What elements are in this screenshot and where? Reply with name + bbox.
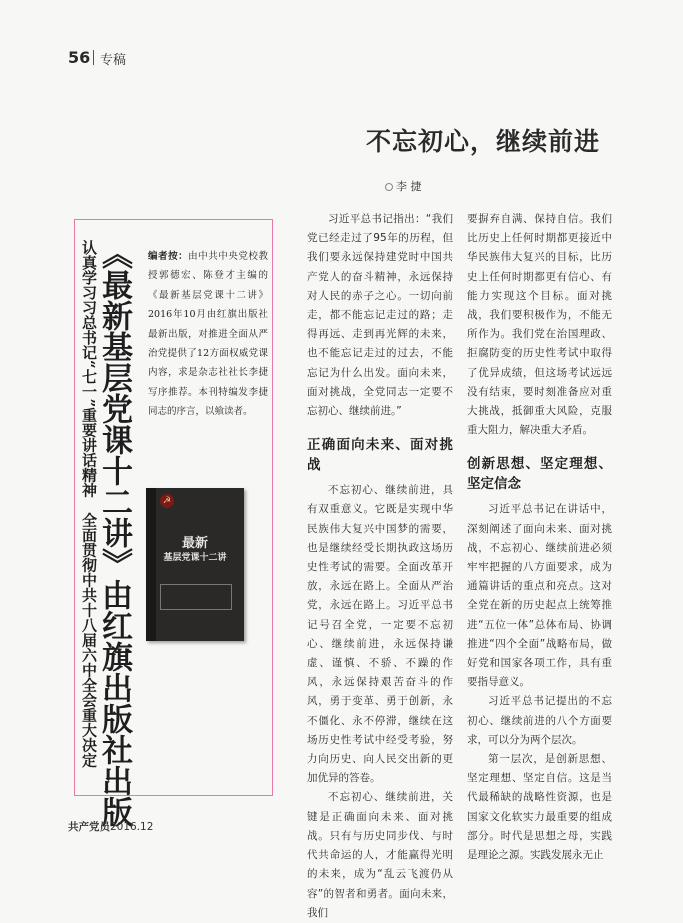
issue-number: 2016.12 — [110, 821, 154, 833]
author-line — [385, 178, 422, 194]
bullet-circle-icon — [385, 183, 393, 191]
article-column-right — [467, 210, 612, 865]
book-cover-band — [160, 584, 232, 610]
article-title: 不忘初心，继续前进 — [365, 127, 600, 156]
paragraph: 习近平总书记在讲话中，深刻阐述了面向未来、面对挑战，不忘初心、继续前进必须牢牢把握的八方面要求，成为通篇讲话的重点和亮点。这对全党在新的历史起点上统筹推进“五位一体”总体布局、协调推进“四个全面”战略布局，做好党和国家各项工作，具有重要指导意义。 — [467, 503, 612, 689]
paragraph: 习近平总书记提出的不忘初心、继续前进的八个方面要求，可以分为两个层次。 — [467, 695, 612, 746]
editor-note-label: 编者按： — [148, 251, 189, 262]
magazine-logo: 共产党员 — [68, 821, 110, 833]
author-name: 李 捷 — [396, 180, 422, 193]
section-heading: 创新思想、坚定理想、坚定信念 — [467, 456, 612, 493]
article-column-middle — [307, 210, 453, 923]
paragraph: 要摒弃自满、保持自信。我们比历史上任何时期都更接近中华民族伟大复兴的目标，比历史上任何时期都更有信心、有能力实现这个目标。面对挑战，我们要积极作为，不能无所作为。我们党在治国理政、拒腐防变的历史性考试中取得了优异成绩，但这场考试远远没有结束，要时刻准备应对重大挑战，抵御重大风险，克服重大阻力，解决重大矛盾。 — [467, 213, 612, 437]
page-number: 56 — [68, 48, 91, 67]
paragraph: 不忘初心、继续前进，关键是正确面向未来、面对挑战。只有与历史同步伐、与时代共命运的人，才能赢得光明的未来，成为“乱云飞渡仍从容”的智者和勇者。面向未来，我们 — [307, 791, 453, 919]
section-label: 专稿 — [100, 53, 127, 68]
editor-note-text: 由中共中央党校教授郭德宏、陈登才主编的《最新基层党课十二讲》2016年10月由红旗出版社最新出版，对推进全面从严治党提供了12方面权威党课内容，求是杂志社社长李捷写序推荐。本刊特编发李捷同志的序言，以飨读者。 — [148, 251, 268, 418]
party-emblem-icon: ☭ — [160, 494, 174, 508]
book-cover-title-line1: 最新 — [181, 536, 208, 551]
paragraph: 习近平总书记指出：“我们党已经走过了95年的历程，但我们要永远保持建党时中国共产党人的奋斗精神，永远保持对人民的赤子之心。一切向前走，都不能忘记走过的路；走得再远、走到再光辉的未来，也不能忘记走过的过去，不能忘记为什么出发。面向未来，面对挑战，全党同志一定要不忘初心、继续前进。” — [307, 213, 453, 418]
sidebar-subtitle: 认真学习习总书记“七一”重要讲话精神 全面贯彻中共十八届六中全会重大决定 — [80, 240, 98, 768]
sidebar-book-title: 《最新基层党课十二讲》由红旗出版社出版 — [96, 238, 132, 827]
section-heading: 正确面向未来、面对挑战 — [307, 437, 453, 474]
editor-note — [148, 247, 268, 422]
book-cover-title-line2: 基层党课十二讲 — [163, 553, 227, 563]
footer — [68, 819, 153, 834]
book-spine — [146, 488, 156, 641]
book-cover-image — [146, 488, 244, 641]
header-divider — [93, 50, 94, 65]
paragraph: 不忘初心、继续前进，具有双重意义。它既是实现中华民族伟大复兴中国梦的需要，也是继续经受长期执政这场历史性考试的需要。全面改革开放，永远在路上。全面从严治党，永远在路上。习近平总书记号召全党，一定要不忘初心、继续前进，永远保持谦虚、谨慎、不骄、不躁的作风，永远保持艰苦奋斗的作风，勇于变革、勇于创新，永不僵化、永不停滞，继续在这场历史性考试中经受考验，努力向历史、向人民交出新的更加优异的答卷。 — [307, 484, 453, 785]
paragraph: 第一层次，是创新思想、坚定理想、坚定自信。这是当代最稀缺的战略性资源，也是国家文化软实力最重要的组成部分。时代是思想之母，实践是理论之源。实践发展永无止 — [467, 753, 612, 862]
